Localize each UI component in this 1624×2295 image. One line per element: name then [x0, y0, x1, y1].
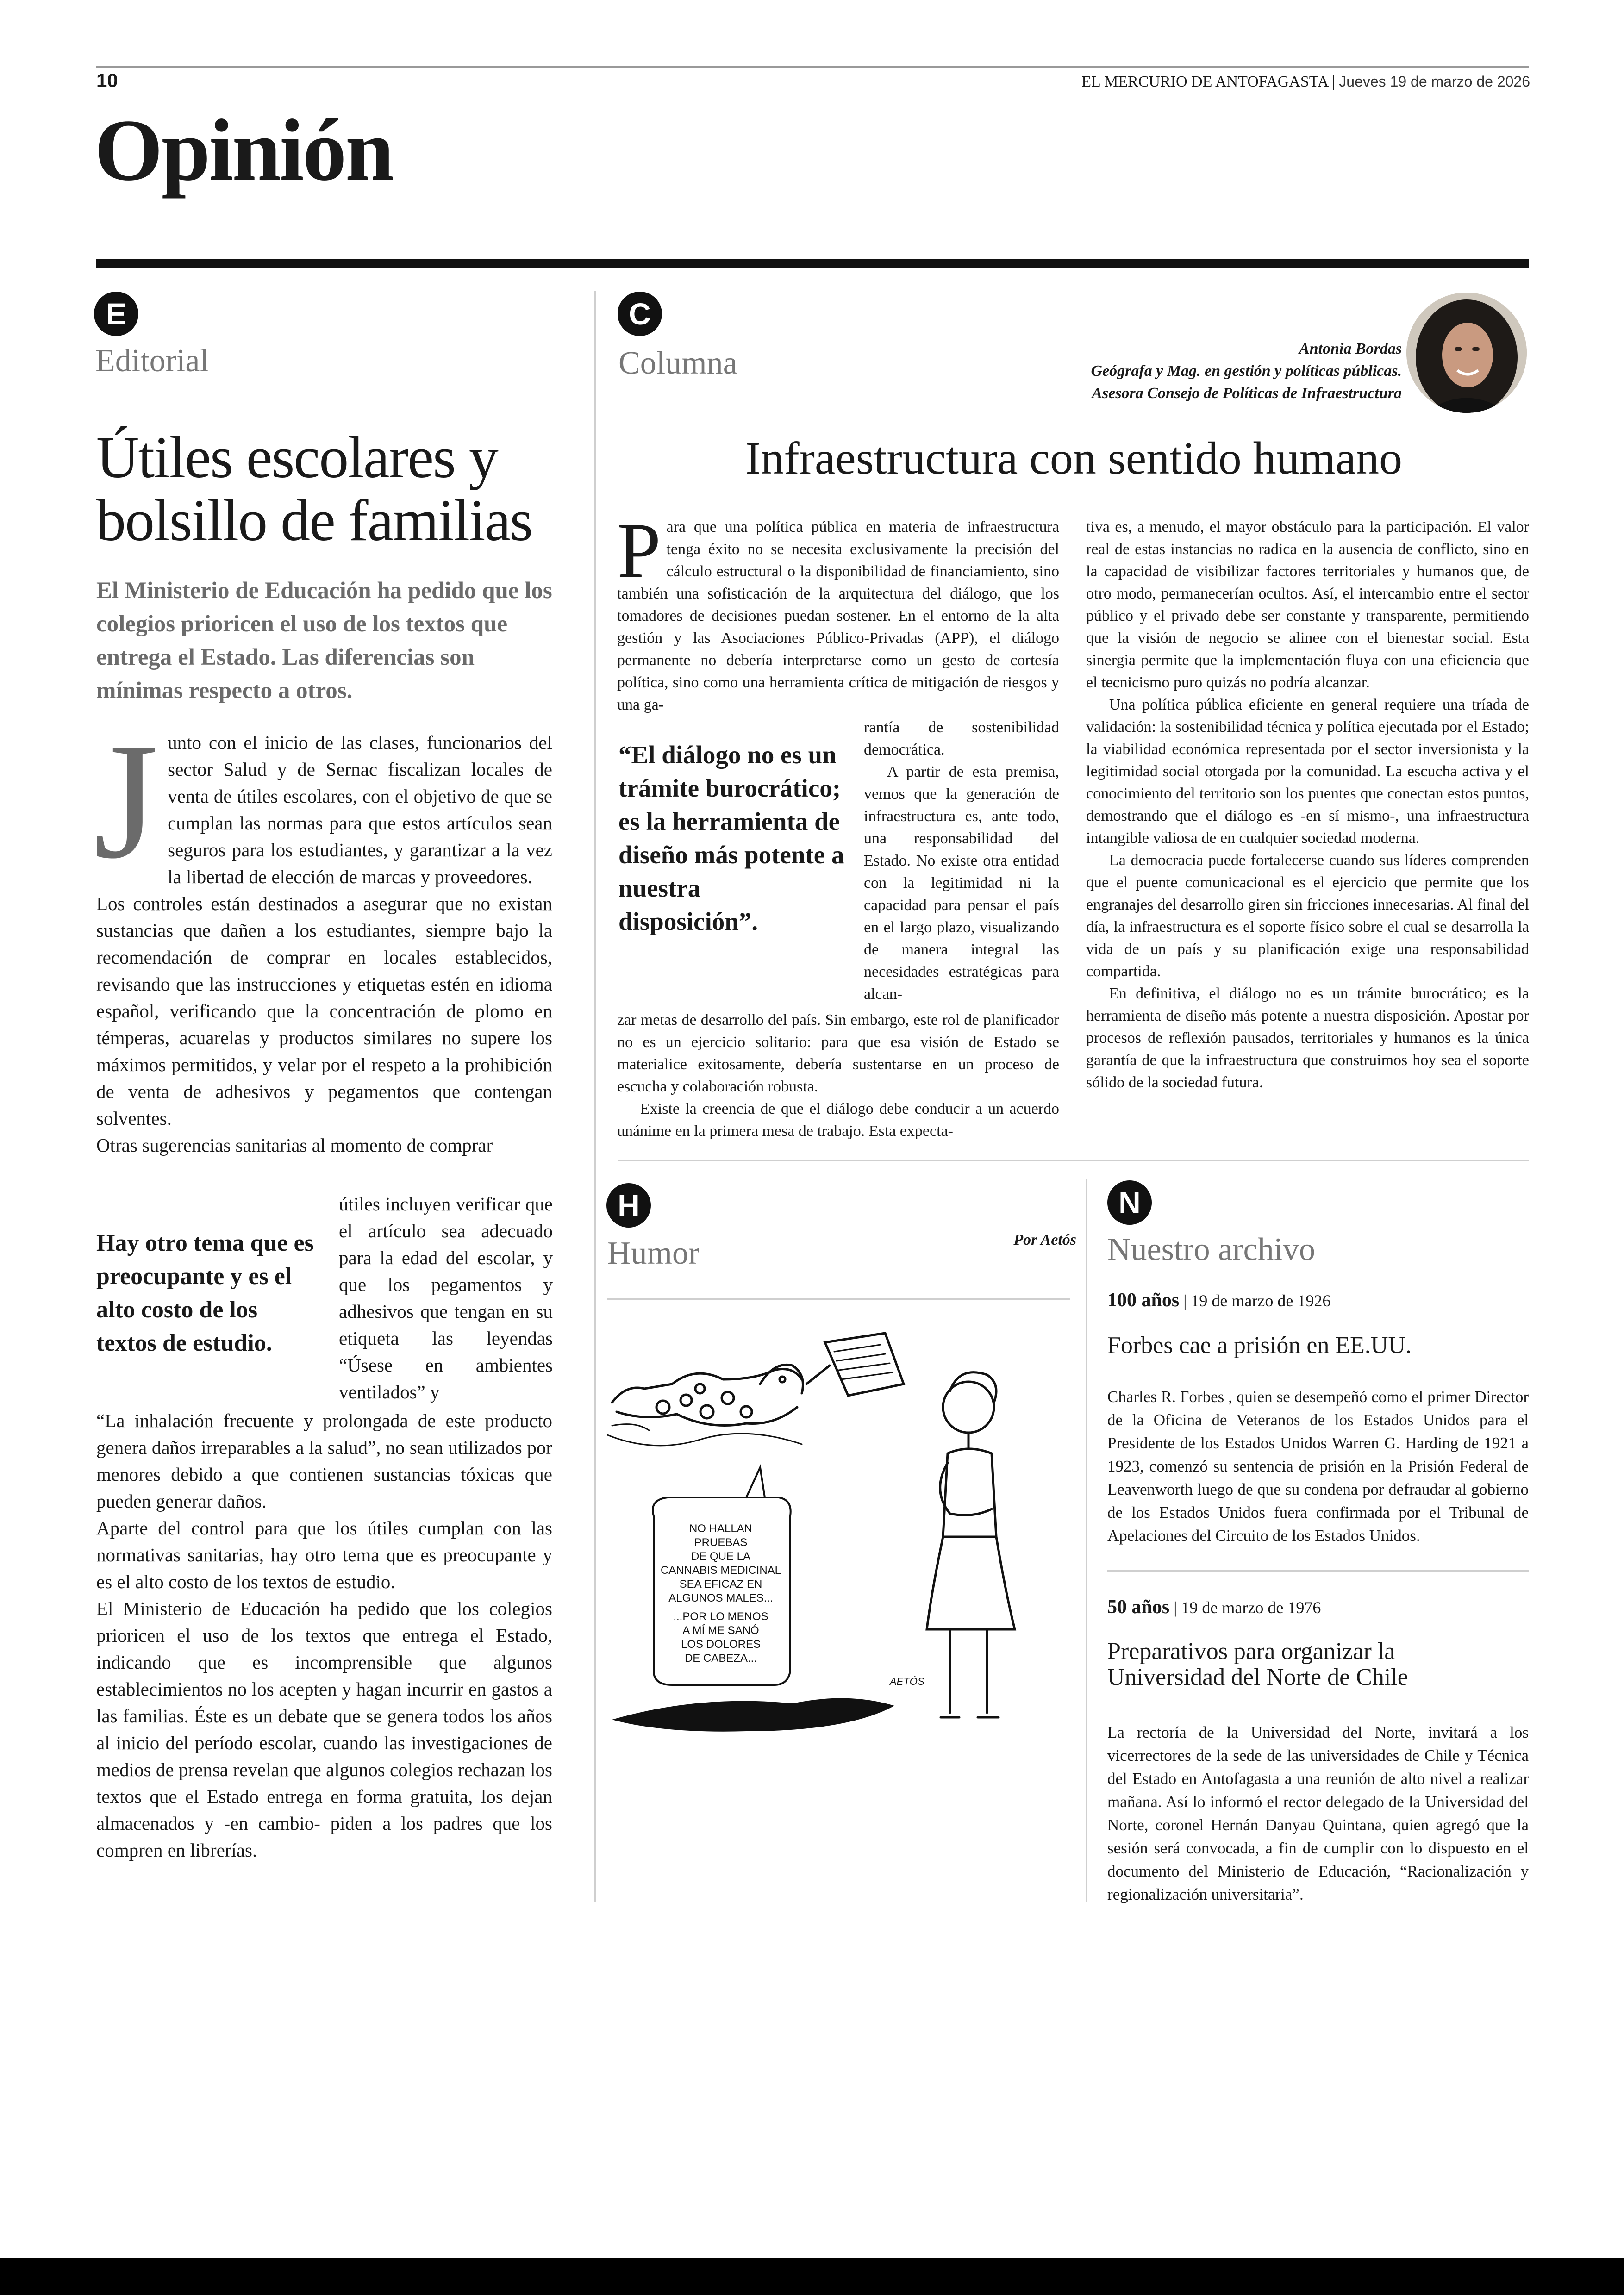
editorial-paragraph: “La inhalación frecuente y prolongada de este producto genera daños irreparables a la salud”, no sean utilizados por menores debido a que contienen sustancias tóxicas que pueden generar daños. — [96, 1410, 552, 1512]
editorial-badge: E — [94, 292, 138, 336]
editorial-lead: El Ministerio de Educación ha pedido que los colegios prioricen el uso de los textos que entrega el Estado. Las diferencias son mínimas respecto a otros. — [96, 578, 552, 704]
cartoon-signature: AETÓS — [890, 1676, 924, 1687]
column-paragraph: En definitiva, el diálogo no es un trámite burocrático; es la herramienta de diseño más potente a nuestra disposición. Apostar por procesos de reflexión pausados, territoriales y humanos es la única garantía de que la infraestructura que construimos hoy sea el soporte sólido de la sociedad futura. — [1086, 985, 1529, 1091]
column-headline: Infraestructura con sentido humano — [745, 432, 1402, 484]
author-avatar — [1406, 293, 1527, 413]
bubble-line: CANNABIS MEDICINAL — [660, 1564, 781, 1577]
top-rule — [96, 66, 1529, 68]
author-role: Asesora Consejo de Políticas de Infraestructura — [1092, 385, 1402, 402]
column-paragraph: Existe la creencia de que el diálogo debe conducir a un acuerdo unánime en la primera mesa de trabajo. Esta expecta- — [617, 1100, 1059, 1140]
humor-credit: Por Aetós — [1013, 1231, 1076, 1248]
archive-item1-text: Charles R. Forbes , quien se desempeñó como el primer Director de la Oficina de Veteranos de los Estados Unidos para el Presidente de los Estados Unidos Warren G. Harding de 1921 a 1923, comenzó su sentencia de prisión en la Prisión Federal de Leavenworth luego de que su condena por defraudar al gobierno de los Estados Unidos fuera confirmada por el Tribunal de Apelaciones del Circuito de los Estados Unidos. — [1107, 1388, 1529, 1545]
archive-item2-meta — [1107, 1596, 1321, 1618]
editorial-paragraph: Otras sugerencias sanitarias al momento de comprar — [96, 1135, 493, 1156]
author-byline — [1091, 338, 1402, 405]
editorial-paragraph: útiles incluyen verificar que el artículo sea adecuado para la edad del escolar, y que los pegamentos y adhesivos que tengan en su etiqueta las leyendas “Úsese en ambientes ventilados” y — [339, 1193, 553, 1403]
section-rule — [96, 259, 1529, 268]
archive-title-line: Preparativos para organizar la — [1107, 1638, 1395, 1665]
column-badge: C — [618, 292, 662, 336]
editorial-label: Editorial — [95, 343, 209, 379]
humor-label: Humor — [607, 1235, 700, 1271]
archive-title-line: Universidad del Norte de Chile — [1107, 1664, 1408, 1690]
column-paragraph: A partir de esta premisa, vemos que la generación de infraestructura es, ante todo, una responsabilidad del Estado. No existe otra entidad con la legitimidad ni la capacidad para pensar el país en el largo plazo, visualizando de manera integral las necesidades estratégicas para alcan- — [864, 763, 1059, 1003]
author-role: Geógrafa y Mag. en gestión y políticas públicas. — [1091, 362, 1402, 380]
archive-label: Nuestro archivo — [1107, 1232, 1316, 1267]
column-paragraph: zar metas de desarrollo del país. Sin embargo, este rol de planificador no es un ejercicio solitario: para que esa visión de Estado se materialice exitosamente, debería sustentarse en un proceso de escucha y colaboración robusta. — [617, 1011, 1059, 1095]
humor-badge: H — [606, 1183, 651, 1228]
masthead-info — [1081, 73, 1530, 91]
separator: | — [1331, 73, 1339, 90]
column-body-narrow — [864, 717, 1059, 1005]
column-paragraph: Una política pública eficiente en general requiere una tríada de validación: la sostenibilidad técnica y política ejecutada por el Estado; la viabilidad económica representada por el sector inversionista y la legitimidad social otorgada por la comunidad. La escucha activa y el conocimiento del territorio son los puentes que conectan estos puntos, demostrando que el diálogo es -en sí mismo-, una infraestructura intangible valiosa de en cualquier sociedad moderna. — [1086, 696, 1529, 847]
editorial-headline — [96, 426, 559, 552]
archive-badge: N — [1107, 1180, 1152, 1225]
archive-item1-meta — [1107, 1289, 1330, 1311]
page-number: 10 — [96, 69, 118, 91]
archive-item2-title — [1107, 1639, 1529, 1690]
drop-cap: J — [94, 708, 159, 893]
humor-rule — [607, 1298, 1070, 1300]
archive-rule — [1107, 1570, 1529, 1572]
drop-cap: P — [617, 507, 661, 594]
headline-line: bolsillo de familias — [96, 487, 532, 553]
bubble-line: ALGUNOS MALES... — [668, 1592, 773, 1604]
bubble-line: ...POR LO MENOS — [673, 1610, 768, 1623]
editorial-pullquote: Hay otro tema que es preocupante y es el alto costo de los textos de estudio. — [96, 1230, 314, 1356]
archive-years: 50 años — [1107, 1597, 1170, 1618]
column-paragraph: tiva es, a menudo, el mayor obstáculo para la participación. El valor real de estas instancias no radica en la ausencia de conflicto, sino en la capacidad de visibilizar factores territoriales y humanos que, de otro modo, permanecerían ocultos. Así, el intercambio entre el sector público y el privado debe ser constante y transparente, permitiendo que la visión de negocio se alinee con el bienestar social. Esta sinergia permite que la implementación fluya con una eficiencia que el tecnicismo puro quizás no podría alcanzar. — [1086, 518, 1529, 691]
editorial-paragraph: unto con el inicio de las clases, funcionarios del sector Salud y de Sernac fiscalizan locales de venta de útiles escolares, con el objetivo de que se cumplan las normas para que estos artículos sean seguros para los estudiantes, y garantizar a la vez la libertad de elección de marcas y proveedores. — [168, 732, 552, 887]
editorial-body — [94, 708, 552, 1159]
headline-line: Útiles escolares y — [96, 424, 498, 490]
bubble-line: PRUEBAS — [694, 1536, 748, 1549]
column-divider — [594, 291, 596, 1902]
archive-divider — [1086, 1179, 1087, 1902]
archive-date: 19 de marzo de 1926 — [1191, 1291, 1331, 1310]
bubble-line: DE CABEZA... — [684, 1652, 757, 1665]
archive-years: 100 años — [1107, 1290, 1180, 1311]
issue-date: Jueves 19 de marzo de 2026 — [1339, 73, 1530, 90]
separator: | — [1174, 1598, 1181, 1617]
column-bottom-rule — [618, 1160, 1529, 1161]
column-paragraph: La democracia puede fortalecerse cuando sus líderes comprenden que el puente comunicacional es el ejercicio que permite que los engranajes del desarrollo giren sin fricciones innecesarias. Al final del día, la infraestructura es el soporte físico sobre el cual se desarrolla la vida de un país y su planificación exige una responsabilidad compartida. — [1086, 852, 1529, 980]
separator: | — [1183, 1291, 1191, 1310]
bubble-line: NO HALLAN — [689, 1522, 753, 1535]
column-label: Columna — [618, 345, 737, 381]
author-name: Antonia Bordas — [1299, 340, 1402, 357]
cartoon-drawing — [607, 1315, 1075, 1768]
column-body-right — [1086, 516, 1529, 1094]
bubble-line: SEA EFICAZ EN — [679, 1578, 762, 1590]
editorial-body-lower — [96, 1407, 552, 1864]
column-pullquote: “El diálogo no es un trámite burocrático; es la herramienta de diseño más potente a nuestra disposición”. — [618, 741, 844, 935]
editorial-paragraph: El Ministerio de Educación ha pedido que los colegios prioricen el uso de los textos que entrega el Estado, indicando que es incomprensible que algunos establecimientos no los acepten y hagan incurrir en gastos a las familias. Éste es un debate que se genera todos los años al inicio del período escolar, cuando las investigaciones de medios de prensa revelan que algunos colegios rechazan los textos que el Estado entrega en forma gratuita, los dejan almacenados y -en cambio- piden a los padres que los compren en librerías. — [96, 1598, 552, 1861]
column-paragraph: rantía de sostenibilidad democrática. — [864, 719, 1059, 758]
bubble-line: DE QUE LA — [691, 1550, 751, 1563]
bubble-line: LOS DOLORES — [681, 1638, 761, 1651]
editorial-paragraph: Los controles están destinados a asegurar que no existan sustancias que dañen a los estudiantes, siempre bajo la recomendación de comprar en locales establecidos, revisando que las instrucciones y etiquetas estén en idioma español, verificando que la concentración de plomo en témperas, acuarelas y productos similares no supere los máximos permitidos, y velar por el respeto a la prohibición de venta de adhesivos y pegamentos que contengan solventes. — [96, 893, 552, 1129]
column-body-left — [617, 507, 1059, 716]
bubble-line: A MÍ ME SANÓ — [682, 1624, 759, 1637]
archive-date: 19 de marzo de 1976 — [1181, 1598, 1321, 1617]
column-paragraph: ara que una política pública en materia de infraestructura tenga éxito no se necesita exclusivamente la precisión del cálculo estructural o la disponibilidad de financiamiento, sino también una sofisticación de la arquitectura del diálogo, que los tomadores de decisiones puedan sostener. En el entorno de la alta gestión y las Asociaciones Público-Privadas (APP), el diálogo permanente no debería interpretarse como un gesto de cortesía política, sino como una herramienta crítica de mitigación de riesgos y una ga- — [617, 518, 1059, 713]
section-title: Opinión — [94, 102, 393, 199]
column-body-bottom — [617, 1009, 1059, 1142]
archive-item2-text: La rectoría de la Universidad del Norte, invitará a los vicerrectores de la sede de las universidades de Chile y Técnica del Estado en Antofagasta a una reunión de alto nivel a realizar mañana. Así lo informó el rector delegado de la Universidad del Norte, coronel Hernán Danyau Quintana, quien agregó que la sesión será convocada, a fin de cumplir con lo dispuesto en el documento del Ministerio de Educación, “Racionalización y regionalización universitaria”. — [1107, 1723, 1529, 1903]
humor-cartoon — [607, 1315, 1075, 1768]
bottom-bar — [0, 2258, 1624, 2295]
editorial-paragraph: Aparte del control para que los útiles cumplan con las normativas sanitarias, hay otro tema que es preocupante y es el alto costo de los textos de estudio. — [96, 1517, 552, 1592]
publication-name: EL MERCURIO DE ANTOFAGASTA — [1081, 73, 1328, 90]
archive-item1-title: Forbes cae a prisión en EE.UU. — [1107, 1332, 1412, 1359]
